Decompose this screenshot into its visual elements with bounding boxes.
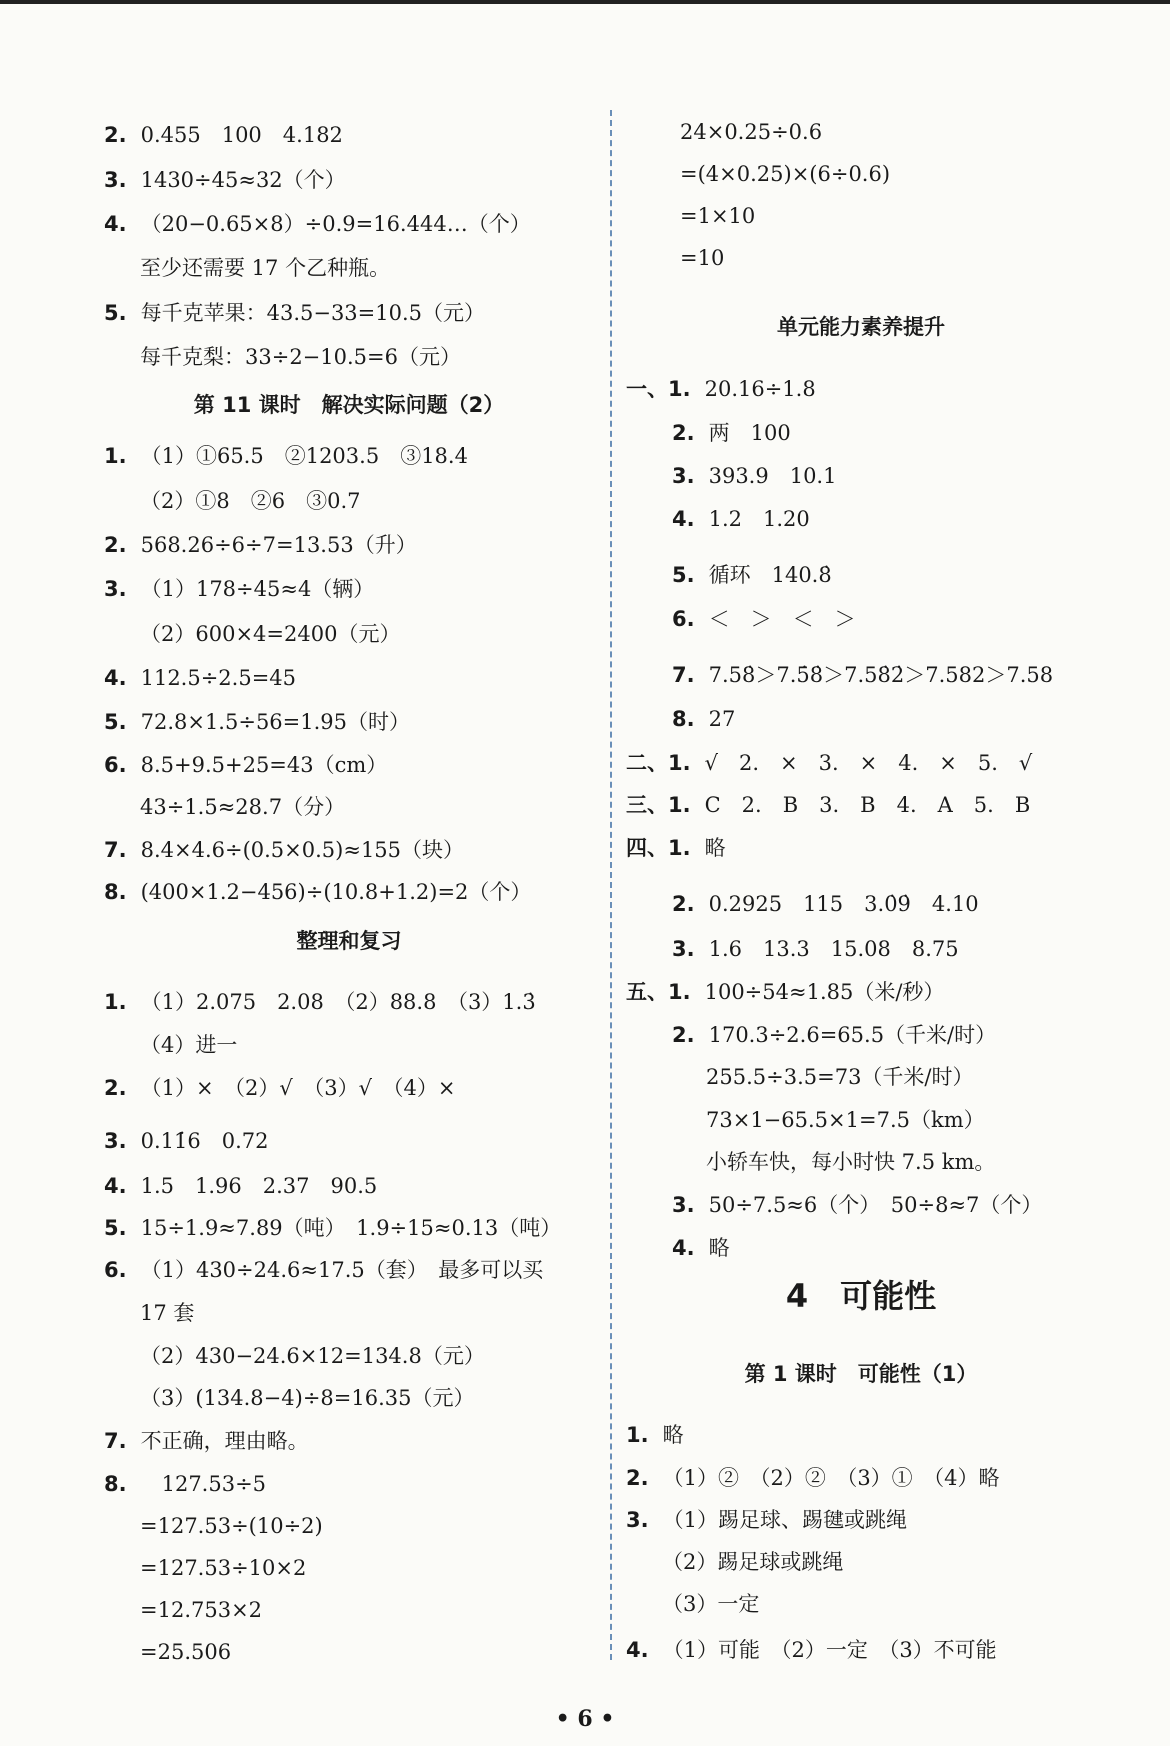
answer-line [680, 201, 755, 231]
answer-text: 8.5+9.5+25=43（cm） [140, 753, 388, 777]
answer-line [104, 707, 410, 737]
question-number: 1. [626, 1423, 649, 1447]
question-number: 3. [104, 1129, 127, 1153]
answer-line [104, 530, 417, 560]
answer-line [104, 663, 296, 693]
answer-line [706, 1105, 985, 1135]
question-number: 2. [104, 1076, 127, 1100]
top-edge [0, 0, 1170, 4]
question-number: 2. [672, 1023, 695, 1047]
answer-text: 170.3÷2.6=65.5（千米/时） [708, 1023, 997, 1047]
answer-text: 8.4×4.6÷(0.5×0.5)≈155（块） [140, 838, 465, 862]
answer-line [626, 977, 944, 1007]
question-number: 2. [104, 123, 127, 147]
answer-text: 1.5 1.96 2.37 90.5 [140, 1174, 378, 1198]
answer-line [104, 1426, 309, 1456]
answer-text: 不正确，理由略。 [140, 1429, 309, 1453]
column-divider [610, 110, 612, 1660]
answer-text: （2）①8 ②6 ③0.7 [140, 489, 361, 513]
section-heading: 整理和复习 [296, 929, 402, 953]
answer-text: 略 [662, 1423, 684, 1447]
question-number: 6. [672, 607, 695, 631]
answer-text: （4）进一 [140, 1033, 238, 1057]
answer-line [626, 790, 1030, 820]
answer-line [672, 1190, 1042, 1220]
answer-text: 两 100 [708, 421, 791, 445]
question-number: 3. [672, 937, 695, 961]
question-number: 3. [104, 577, 127, 601]
question-number: 2. [672, 421, 695, 445]
question-number: 5. [104, 710, 127, 734]
answer-text: 24×0.25÷0.6 [680, 120, 823, 144]
answer-line [140, 486, 360, 516]
answer-text: 每千克梨：33÷2−10.5=6（元） [140, 345, 461, 369]
answer-line [626, 833, 726, 863]
answer-text: （1）430÷24.6≈17.5（套） 最多可以买 [140, 1258, 544, 1282]
answer-line [140, 1298, 194, 1328]
question-number: 4. [104, 666, 127, 690]
question-number: 2. [104, 533, 127, 557]
answer-line [104, 1255, 543, 1285]
answer-text: 略 [704, 836, 726, 860]
question-number: 3. [104, 168, 127, 192]
answer-text: （1）2.075 2.08 （2）88.8 （3）1.3̇ [140, 990, 536, 1014]
answer-text: =10 [680, 246, 725, 270]
answer-text: 1430÷45≈32（个） [140, 168, 346, 192]
answer-line [140, 619, 400, 649]
answer-text: （2）600×4=2400（元） [140, 622, 401, 646]
answer-text: 255.5÷3.5=73（千米/时） [706, 1065, 974, 1089]
answer-text: （1）178÷45≈4（辆） [140, 577, 375, 601]
answer-line [104, 1073, 456, 1103]
answer-line [104, 1126, 268, 1156]
question-number: 4. [672, 1236, 695, 1260]
answer-line [104, 987, 536, 1017]
question-number: 3. [672, 1193, 695, 1217]
question-number: 7. [104, 838, 127, 862]
answer-line [672, 660, 1053, 690]
answer-text: 43÷1.5≈28.7（分） [140, 795, 346, 819]
answer-text: （3）一定 [662, 1592, 760, 1616]
answer-line [672, 560, 832, 590]
answer-line [626, 1463, 1000, 1493]
answer-line [626, 1635, 997, 1665]
answer-line [680, 243, 724, 273]
answer-text: 循环 140.8̇ [708, 563, 832, 587]
question-number: 1. [104, 990, 127, 1014]
answer-line [104, 574, 374, 604]
answer-line [672, 461, 836, 491]
answer-line [680, 117, 822, 147]
answer-line [626, 1505, 907, 1535]
answer-line [104, 750, 387, 780]
answer-text: （2）430−24.6×12=134.8（元） [140, 1344, 485, 1368]
question-number: 4. [626, 1638, 649, 1662]
answer-text: 100÷54≈1.85（米/秒） [704, 980, 945, 1004]
answer-text: 27 [708, 707, 736, 731]
answer-line [626, 1420, 684, 1450]
answer-line [140, 792, 345, 822]
answer-text: =1×10 [680, 204, 756, 228]
question-number: 5. [104, 1216, 127, 1240]
answer-line [672, 418, 791, 448]
answer-line [662, 1589, 759, 1619]
answer-text: 73×1−65.5×1=7.5（km） [706, 1108, 985, 1132]
answer-line [140, 1383, 475, 1413]
answer-text: （3）(134.8−4)÷8=16.35（元） [140, 1386, 475, 1410]
answer-text: 112.5÷2.5=45 [140, 666, 297, 690]
page-number: • 6 • [555, 1706, 615, 1732]
answer-text: =127.53÷10×2 [140, 1556, 307, 1580]
answer-text: 1.2 1.20 [708, 507, 810, 531]
answer-line [104, 1469, 266, 1499]
question-number: 8. [104, 1472, 127, 1496]
answer-text: 127.53÷5 [140, 1472, 267, 1496]
answer-text: =12.753×2 [140, 1598, 263, 1622]
question-number: 2. [672, 892, 695, 916]
question-number: 7. [672, 663, 695, 687]
section-heading: 第 11 课时 解决实际问题（2） [193, 393, 505, 417]
question-number: 5. [672, 563, 695, 587]
answer-line [104, 1171, 377, 1201]
answer-line [662, 1547, 843, 1577]
answer-line [140, 1030, 237, 1060]
answer-text: 0.2925 115 3.0̇9̇ 4.10 [708, 892, 979, 916]
question-number: 6. [104, 753, 127, 777]
answer-text: √ 2. × 3. × 4. × 5. √ [704, 751, 1033, 775]
answer-text: 1.6 13.3 15.08 8.75 [708, 937, 959, 961]
question-number: 7. [104, 1429, 127, 1453]
answer-text: （1）可能 （2）一定 （3）不可能 [662, 1638, 997, 1662]
answer-line [680, 159, 890, 189]
answer-line [626, 374, 816, 404]
question-number: 4. [104, 1174, 127, 1198]
answer-text: 0.11̇6 0.72 [140, 1129, 269, 1153]
section-heading: 4 可能性 [785, 1277, 937, 1315]
section-heading: 单元能力素养提升 [777, 315, 945, 339]
answer-line [104, 165, 346, 195]
answer-line [626, 748, 1032, 778]
answer-line [706, 1147, 995, 1177]
answer-text: 72.8×1.5÷56=1.95（时） [140, 710, 411, 734]
answer-line [140, 1595, 262, 1625]
answer-line [140, 1553, 306, 1583]
question-number: 1. [104, 444, 127, 468]
answer-text: 15÷1.9≈7.89（吨） 1.9÷15≈0.13（吨） [140, 1216, 562, 1240]
answer-line [104, 298, 485, 328]
question-number: 3. [672, 464, 695, 488]
answer-text: 每千克苹果：43.5−33=10.5（元） [140, 301, 486, 325]
answer-text: （1）× （2）√ （3）√ （4）× [140, 1076, 456, 1100]
answer-text: （1）①65.5 ②1203.5 ③18.4 [140, 444, 468, 468]
answer-text: =127.53÷(10÷2) [140, 1514, 323, 1538]
answer-text: （1）踢足球、踢毽或跳绳 [662, 1508, 907, 1532]
question-number: 8. [104, 880, 127, 904]
answer-text: 0.455 100 4.182 [140, 123, 343, 147]
question-number: 6. [104, 1258, 127, 1282]
question-number: 3. [626, 1508, 649, 1532]
question-number: 4. [672, 507, 695, 531]
answer-text: C 2. B 3. B 4. A 5. B [704, 793, 1031, 817]
question-number: 五、1. [626, 980, 691, 1004]
answer-line [104, 877, 531, 907]
answer-line [104, 1213, 561, 1243]
answer-text: 568.26÷6÷7=13.53（升） [140, 533, 417, 557]
answer-line [104, 441, 468, 471]
answer-text: （20−0.65×8）÷0.9=16.444…（个） [140, 212, 531, 236]
answer-text: 至少还需要 17 个乙种瓶。 [140, 256, 391, 280]
answer-line [140, 253, 390, 283]
question-number: 8. [672, 707, 695, 731]
answer-line [672, 504, 810, 534]
answer-text: 17 套 [140, 1301, 195, 1325]
answer-line [672, 934, 959, 964]
answer-line [104, 120, 343, 150]
answer-line [706, 1062, 974, 1092]
answer-line [672, 704, 735, 734]
answer-text: （1）② （2）② （3）① （4）略 [662, 1466, 1000, 1490]
question-number: 三、1. [626, 793, 691, 817]
answer-line [672, 889, 979, 919]
answer-text: （2）踢足球或跳绳 [662, 1550, 844, 1574]
answer-text: 393.9 10.1 [708, 464, 837, 488]
answer-text: =(4×0.25)×(6÷0.6) [680, 162, 891, 186]
answer-line [672, 1233, 730, 1263]
question-number: 二、1. [626, 751, 691, 775]
question-number: 4. [104, 212, 127, 236]
answer-text: (400×1.2−456)÷(10.8+1.2)=2（个） [140, 880, 532, 904]
answer-line [140, 1637, 231, 1667]
answer-line [140, 1341, 485, 1371]
question-number: 一、1. [626, 377, 691, 401]
answer-text: 略 [708, 1236, 730, 1260]
answer-line [672, 604, 856, 634]
answer-line [104, 835, 464, 865]
answer-text: =25.506 [140, 1640, 232, 1664]
answer-line [104, 209, 531, 239]
question-number: 2. [626, 1466, 649, 1490]
question-number: 5. [104, 301, 127, 325]
answer-text: ＜ ＞ ＜ ＞ [708, 607, 856, 631]
answer-text: 50÷7.5≈6（个） 50÷8≈7（个） [708, 1193, 1043, 1217]
question-number: 四、1. [626, 836, 691, 860]
answer-line [140, 342, 461, 372]
answer-text: 20.16÷1.8 [704, 377, 816, 401]
answer-line [140, 1511, 323, 1541]
answer-line [672, 1020, 996, 1050]
answer-text: 7.58̇＞7.5̇8̇＞7.58̇2̇＞7.582＞7.58 [708, 663, 1054, 687]
section-heading: 第 1 课时 可能性（1） [744, 1362, 978, 1386]
answer-text: 小轿车快，每小时快 7.5 km。 [706, 1150, 996, 1174]
